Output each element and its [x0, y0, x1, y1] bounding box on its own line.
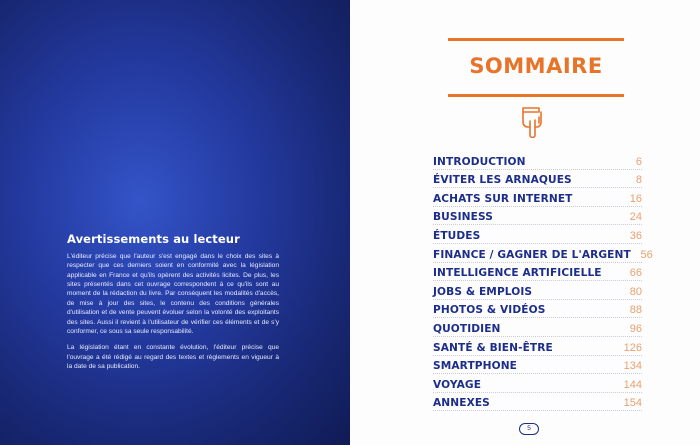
toc-title: SOMMAIRE	[469, 54, 603, 78]
warning-paragraph: L'éditeur précise que l'auteur s'est engagé dans le choix des sites à respecter que ces derniers soient en conformité avec la législation applicable en France et qu'ils opèrent des activités licites. De plus, les sites présentés dans cet ouvrage correspondent à ce qu'ils sont au moment de la rédaction du livre. Par conséquent les modalités d'accès, de mise à jour des sites, le contenu des conditions générales d'utilisation et de vente peuvent évoluer selon la volonté des exploitants des sites. Aussi il revient à l'utilisateur de vérifier ces éléments et de s'y conformer, ce sous sa seule responsabilité.	[67, 253, 279, 335]
toc-entry[interactable]	[433, 318, 642, 337]
warning-title: Avertissements au lecteur	[67, 232, 240, 246]
toc-entry[interactable]	[433, 207, 642, 226]
toc-entry[interactable]	[433, 244, 653, 263]
toc-entry-page: 36	[629, 229, 642, 242]
table-of-contents	[433, 151, 653, 411]
toc-entry-label: ÉTUDES	[433, 229, 481, 242]
toc-entry[interactable]	[433, 393, 642, 412]
toc-entry-page: 96	[629, 322, 642, 335]
toc-entry-label: SANTÉ & BIEN-ÊTRE	[433, 341, 553, 354]
toc-entry-label: INTRODUCTION	[433, 155, 526, 168]
toc-entry[interactable]	[433, 356, 642, 375]
toc-entry-label: JOBS & EMPLOIS	[433, 285, 533, 298]
toc-entry[interactable]	[433, 300, 642, 319]
toc-entry-page: 134	[623, 360, 642, 373]
pointing-hand-icon	[518, 106, 548, 138]
toc-entry-label: ANNEXES	[433, 397, 490, 410]
toc-entry-page: 88	[629, 304, 642, 317]
page-number: 5	[519, 423, 539, 435]
toc-entry-label: ACHATS SUR INTERNET	[433, 192, 573, 205]
toc-entry[interactable]	[433, 281, 642, 300]
toc-entry-page: 24	[629, 211, 642, 224]
title-rule-top	[448, 38, 624, 41]
toc-entry-page: 126	[623, 341, 642, 354]
toc-entry[interactable]	[433, 188, 642, 207]
toc-entry[interactable]	[433, 225, 642, 244]
toc-entry-page: 16	[629, 192, 642, 205]
toc-entry-page: 80	[629, 285, 642, 298]
warning-body	[67, 252, 279, 378]
toc-entry-label: QUOTIDIEN	[433, 322, 501, 335]
toc-entry-label: VOYAGE	[433, 378, 482, 391]
toc-entry[interactable]	[433, 374, 642, 393]
toc-entry-page: 154	[623, 397, 642, 410]
toc-entry[interactable]	[433, 337, 642, 356]
toc-entry-page: 56	[640, 248, 653, 261]
toc-entry-label: SMARTPHONE	[433, 360, 518, 373]
toc-entry-label: FINANCE / GAGNER DE L'ARGENT	[433, 248, 631, 261]
toc-entry-page: 8	[635, 174, 642, 187]
toc-entry[interactable]	[433, 263, 642, 282]
warning-paragraph: La législation étant en constante évolution, l'éditeur précise que l'ouvrage a été rédigé au regard des textes et règlements en vigueur à la date de sa publication.	[67, 344, 279, 370]
toc-entry-label: PHOTOS & VIDÉOS	[433, 304, 546, 317]
toc-entry[interactable]	[433, 170, 642, 189]
toc-entry[interactable]	[433, 151, 642, 170]
toc-entry-label: BUSINESS	[433, 211, 493, 224]
toc-entry-label: INTELLIGENCE ARTIFICIELLE	[433, 267, 602, 280]
toc-entry-page: 144	[623, 378, 642, 391]
toc-entry-page: 6	[635, 155, 642, 168]
title-rule-bottom	[448, 94, 624, 97]
toc-entry-label: ÉVITER LES ARNAQUES	[433, 174, 572, 187]
toc-entry-page: 66	[629, 267, 642, 280]
